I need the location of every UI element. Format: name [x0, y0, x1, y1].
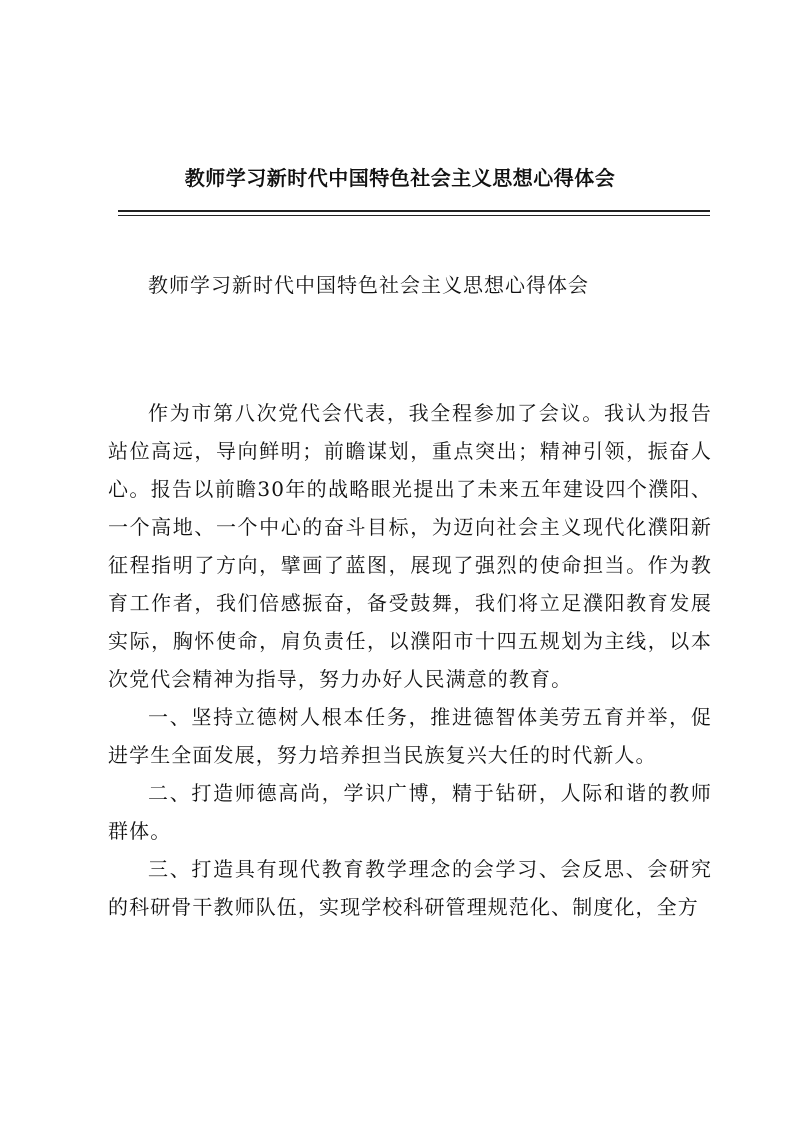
document-title: 教师学习新时代中国特色社会主义思想心得体会 — [148, 273, 589, 297]
paragraph-3: 二、打造师德高尚，学识广博，精于钻研，人际和谐的教师群体。 — [108, 781, 712, 843]
document-body — [108, 394, 712, 926]
header-title: 教师学习新时代中国特色社会主义思想心得体会 — [184, 166, 616, 190]
header-divider-thick — [118, 210, 710, 212]
header-divider-thin — [118, 215, 710, 216]
paragraph-2: 一、坚持立德树人根本任务，推进德智体美劳五育并举，促进学生全面发展，努力培养担当民族复兴大任的时代新人。 — [108, 705, 712, 767]
paragraph-4: 三、打造具有现代教育教学理念的会学习、会反思、会研究的科研骨干教师队伍，实现学校科研管理规范化、制度化，全方 — [108, 857, 712, 919]
paragraph-1: 作为市第八次党代会代表，我全程参加了会议。我认为报告站位高远，导向鲜明；前瞻谋划，重点突出；精神引领，振奋人心。报告以前瞻30年的战略眼光提出了未来五年建设四个濮阳、一个高地、一个中心的奋斗目标，为迈向社会主义现代化濮阳新征程指明了方向，擘画了蓝图，展现了强烈的使命担当。作为教育工作者，我们倍感振奋，备受鼓舞，我们将立足濮阳教育发展实际，胸怀使命，肩负责任，以濮阳市十四五规划为主线，以本次党代会精神为指导，努力办好人民满意的教育。 — [108, 401, 712, 691]
